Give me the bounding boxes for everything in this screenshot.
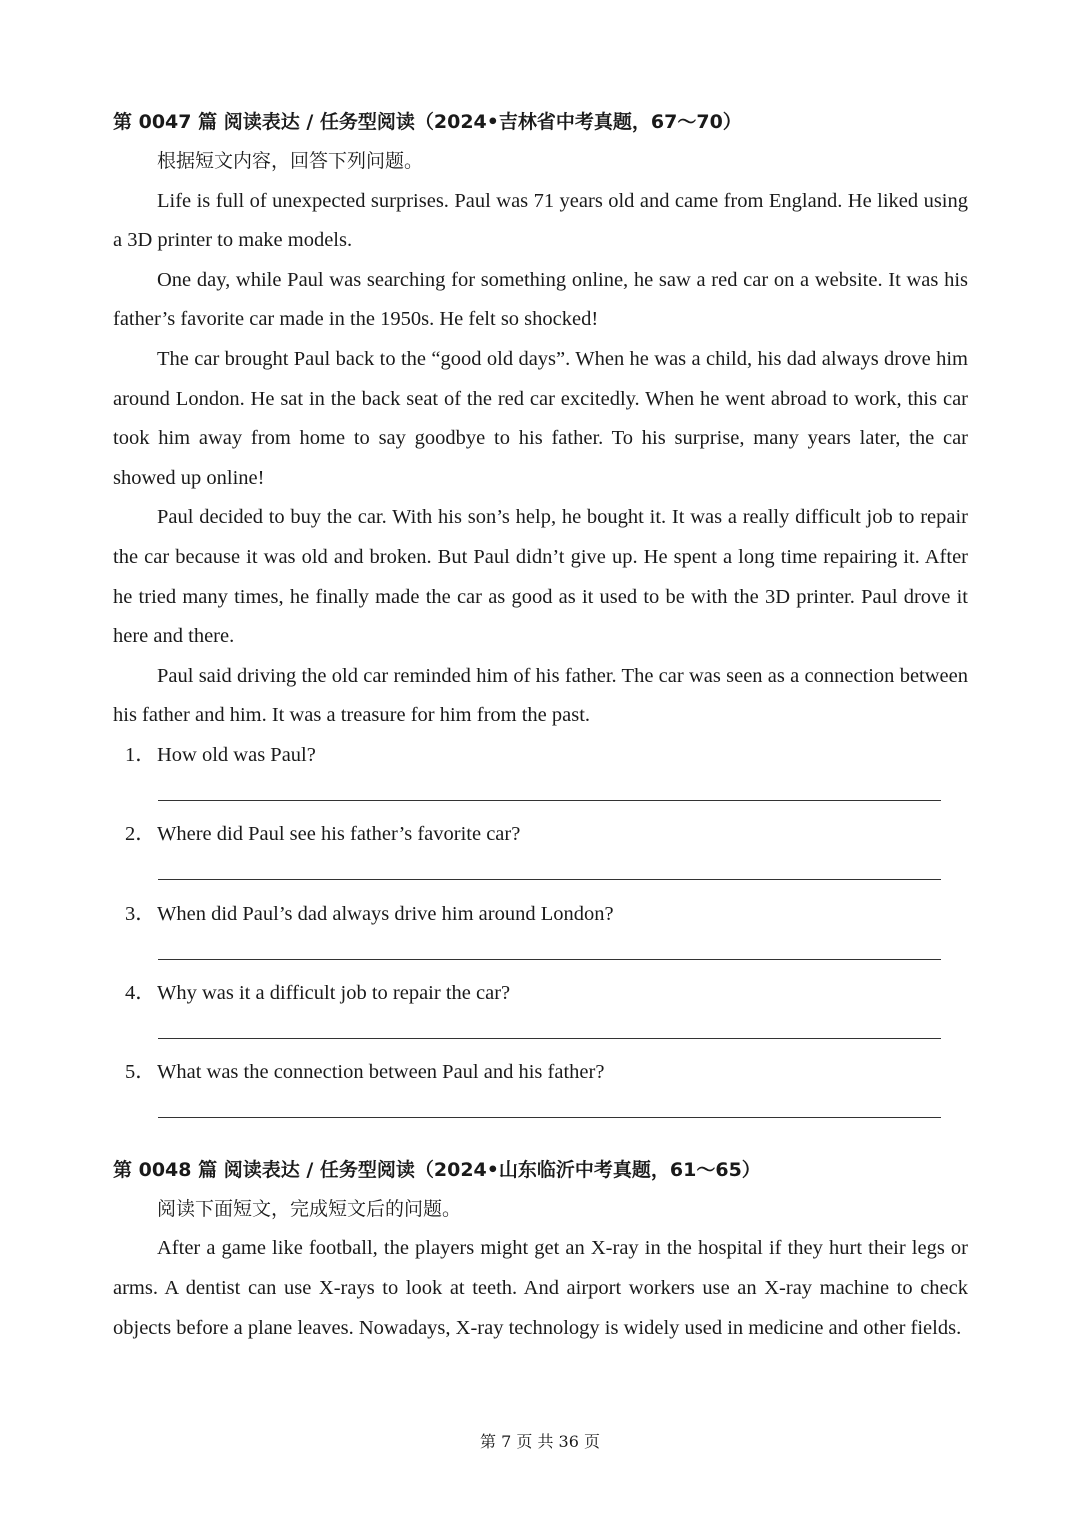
passage-paragraph: After a game like football, the players might get an X-ray in the hospital if they hurt their legs or arms. A dentist can use X-rays to look at teeth. And airport workers use an X-ray machine to check objects before a plane leaves. Nowadays, X-ray technology is widely used in medicine and other fields. [113,1237,968,1339]
document-page [113,102,968,1348]
section-0048-instruction: 阅读下面短文，完成短文后的问题。 [157,1197,462,1220]
passage-paragraph: Paul decided to buy the car. With his son’s help, he bought it. It was a really difficult job to repair the car because it was old and broken. But Paul didn’t give up. He spent a long time repairing it. After he tried many times, he finally made the car as good as it used to be with the 3D printer. Paul drove it here and there. [113,506,968,648]
answer-line[interactable] [158,959,941,960]
question-3 [113,895,968,974]
answer-line[interactable] [158,879,941,880]
question-text: What was the connection between Paul and his father? [157,1061,605,1084]
section-0047-heading: 第 0047 篇 阅读表达 / 任务型阅读（2024•吉林省中考真题，67～70） [113,111,742,133]
answer-line[interactable] [158,1038,941,1039]
question-number: 4． [125,982,156,1005]
section-spacer [113,1133,968,1150]
question-1 [113,736,968,815]
answer-line[interactable] [158,1117,941,1118]
section-0048-heading: 第 0048 篇 阅读表达 / 任务型阅读（2024•山东临沂中考真题，61～65） [113,1158,761,1181]
question-number: 3． [125,902,156,925]
question-text: Where did Paul see his father’s favorite car? [157,823,521,846]
question-number: 5． [125,1061,156,1084]
passage-paragraph: Life is full of unexpected surprises. Paul was 71 years old and came from England. He liked using a 3D printer to make models. [113,189,968,252]
question-number: 2． [125,823,156,846]
question-5 [113,1053,968,1132]
question-4 [113,974,968,1053]
question-text: How old was Paul? [157,743,316,766]
question-number: 1． [125,743,156,766]
page-footer: 第 7 页 共 36 页 [480,1432,600,1451]
passage-paragraph: One day, while Paul was searching for something online, he saw a red car on a website. It was his father’s favorite car made in the 1950s. He felt so shocked! [113,268,968,331]
section-0047-instruction: 根据短文内容，回答下列问题。 [157,150,424,172]
question-text: Why was it a difficult job to repair the car? [157,982,511,1005]
question-text: When did Paul’s dad always drive him around London? [157,902,614,925]
passage-paragraph: Paul said driving the old car reminded him of his father. The car was seen as a connection between his father and him. It was a treasure for him from the past. [113,664,968,727]
passage-paragraph: The car brought Paul back to the “good old days”. When he was a child, his dad always drove him around London. He sat in the back seat of the red car excitedly. When he went abroad to work, this car took him away from home to say goodbye to his father. To his surprise, many years later, the car showed up online! [113,347,968,489]
answer-line[interactable] [158,800,941,801]
question-2 [113,815,968,894]
